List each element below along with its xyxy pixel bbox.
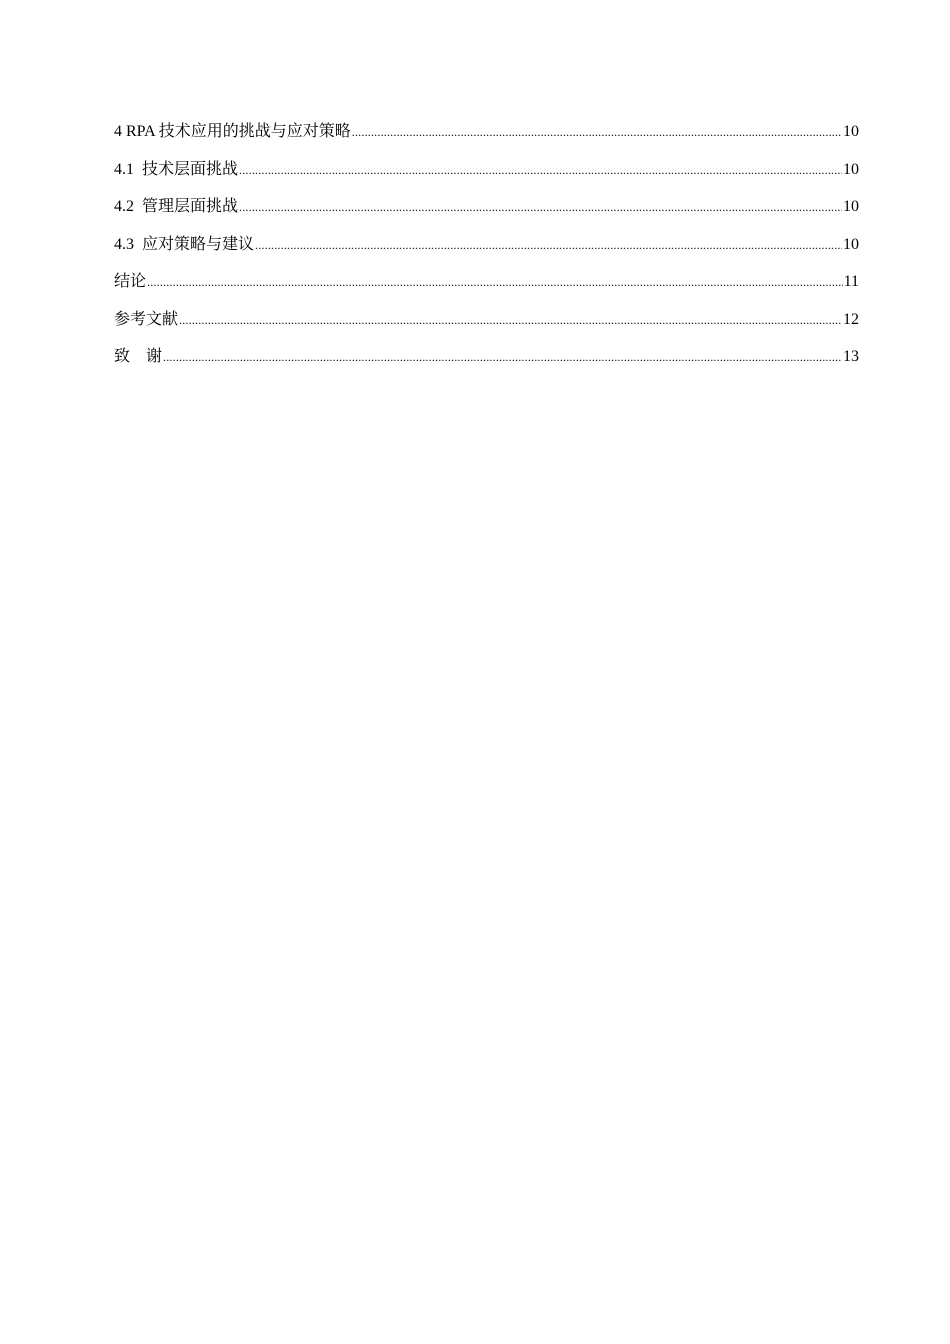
toc-entry-acknowledgements[interactable] bbox=[114, 345, 859, 383]
toc-entry-title: 4.1 技术层面挑战 bbox=[114, 160, 239, 178]
toc-entry-page: 11 bbox=[843, 273, 859, 290]
toc-entry-chapter-4[interactable] bbox=[114, 120, 859, 158]
toc-entry-title: 参考文献 bbox=[114, 310, 179, 328]
toc-entry-references[interactable] bbox=[114, 308, 859, 346]
toc-dot-leader bbox=[163, 345, 842, 369]
toc-entry-conclusion[interactable] bbox=[114, 270, 859, 308]
toc-entry-title: 结论 bbox=[114, 273, 147, 290]
toc-entry-title: 4.2 管理层面挑战 bbox=[114, 198, 239, 215]
toc-dot-leader bbox=[352, 120, 842, 144]
toc-entry-page: 13 bbox=[843, 348, 859, 365]
toc-dot-leader bbox=[255, 233, 842, 257]
toc-entry-title: 4.3 应对策略与建议 bbox=[114, 235, 255, 253]
toc-dot-leader bbox=[179, 308, 842, 332]
toc-entry-4-2[interactable] bbox=[114, 195, 859, 233]
toc-entry-page: 10 bbox=[843, 235, 859, 253]
toc-entry-page: 10 bbox=[843, 198, 859, 215]
toc-dot-leader bbox=[147, 270, 843, 294]
toc-entry-page: 10 bbox=[843, 123, 859, 140]
toc-entry-4-1[interactable] bbox=[114, 158, 859, 196]
toc-entry-title: 致 谢 bbox=[114, 348, 163, 365]
toc-entry-page: 12 bbox=[843, 310, 859, 328]
toc-entry-title: 4 RPA 技术应用的挑战与应对策略 bbox=[114, 123, 351, 140]
toc-entry-page: 10 bbox=[843, 160, 859, 178]
toc-entry-4-3[interactable] bbox=[114, 233, 859, 271]
toc-dot-leader bbox=[239, 158, 842, 182]
toc-dot-leader bbox=[239, 195, 842, 219]
table-of-contents bbox=[114, 120, 859, 383]
